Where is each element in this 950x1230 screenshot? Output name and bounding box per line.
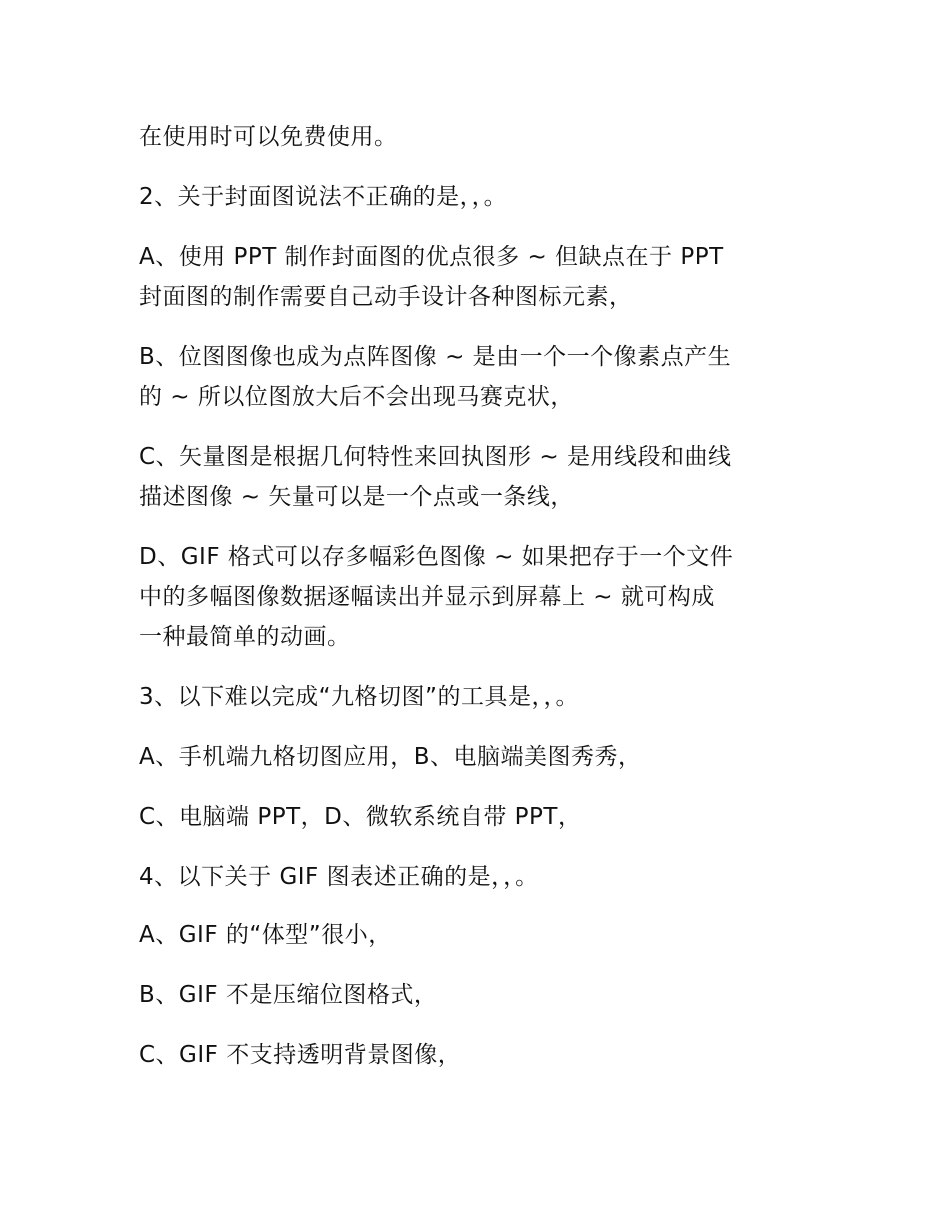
question-2-option-d-line-2: 中的多幅图像数据逐幅读出并显示到屏幕上 ~ 就可构成 bbox=[139, 584, 715, 610]
question-2-option-d-line-1: D、GIF 格式可以存多幅彩色图像 ~ 如果把存于一个文件 bbox=[139, 544, 734, 570]
text-line: 在使用时可以免费使用。 bbox=[139, 124, 398, 150]
question-2-option-d-line-3: 一种最简单的动画。 bbox=[139, 624, 351, 650]
question-4-stem: 4、以下关于 GIF 图表述正确的是，，。 bbox=[139, 864, 539, 890]
question-2-option-c-line-2: 描述图像 ~ 矢量可以是一个点或一条线， bbox=[139, 484, 574, 510]
question-2-option-a-line-2: 封面图的制作需要自己动手设计各种图标元素， bbox=[139, 284, 633, 310]
question-3-stem: 3、以下难以完成“九格切图”的工具是，，。 bbox=[139, 684, 579, 710]
question-2-stem: 2、关于封面图说法不正确的是，，。 bbox=[139, 184, 508, 210]
question-4-option-c: C、GIF 不支持透明背景图像， bbox=[139, 1042, 462, 1068]
question-4-option-b: B、GIF 不是压缩位图格式， bbox=[139, 982, 438, 1008]
question-3-options-cd: C、电脑端 PPT，D、微软系统自带 PPT， bbox=[139, 804, 582, 830]
question-2-option-b-line-2: 的 ~ 所以位图放大后不会出现马赛克状， bbox=[139, 384, 574, 410]
question-2-option-c-line-1: C、矢量图是根据几何特性来回执图形 ~ 是用线段和曲线 bbox=[139, 444, 732, 470]
question-3-options-ab: A、手机端九格切图应用，B、电脑端美图秀秀， bbox=[139, 744, 642, 770]
question-4-option-a: A、GIF 的“体型”很小， bbox=[139, 922, 392, 948]
question-2-option-b-line-1: B、位图图像也成为点阵图像 ~ 是由一个一个像素点产生 bbox=[139, 344, 732, 370]
question-2-option-a-line-1: A、使用 PPT 制作封面图的优点很多 ~ 但缺点在于 PPT bbox=[139, 244, 724, 270]
